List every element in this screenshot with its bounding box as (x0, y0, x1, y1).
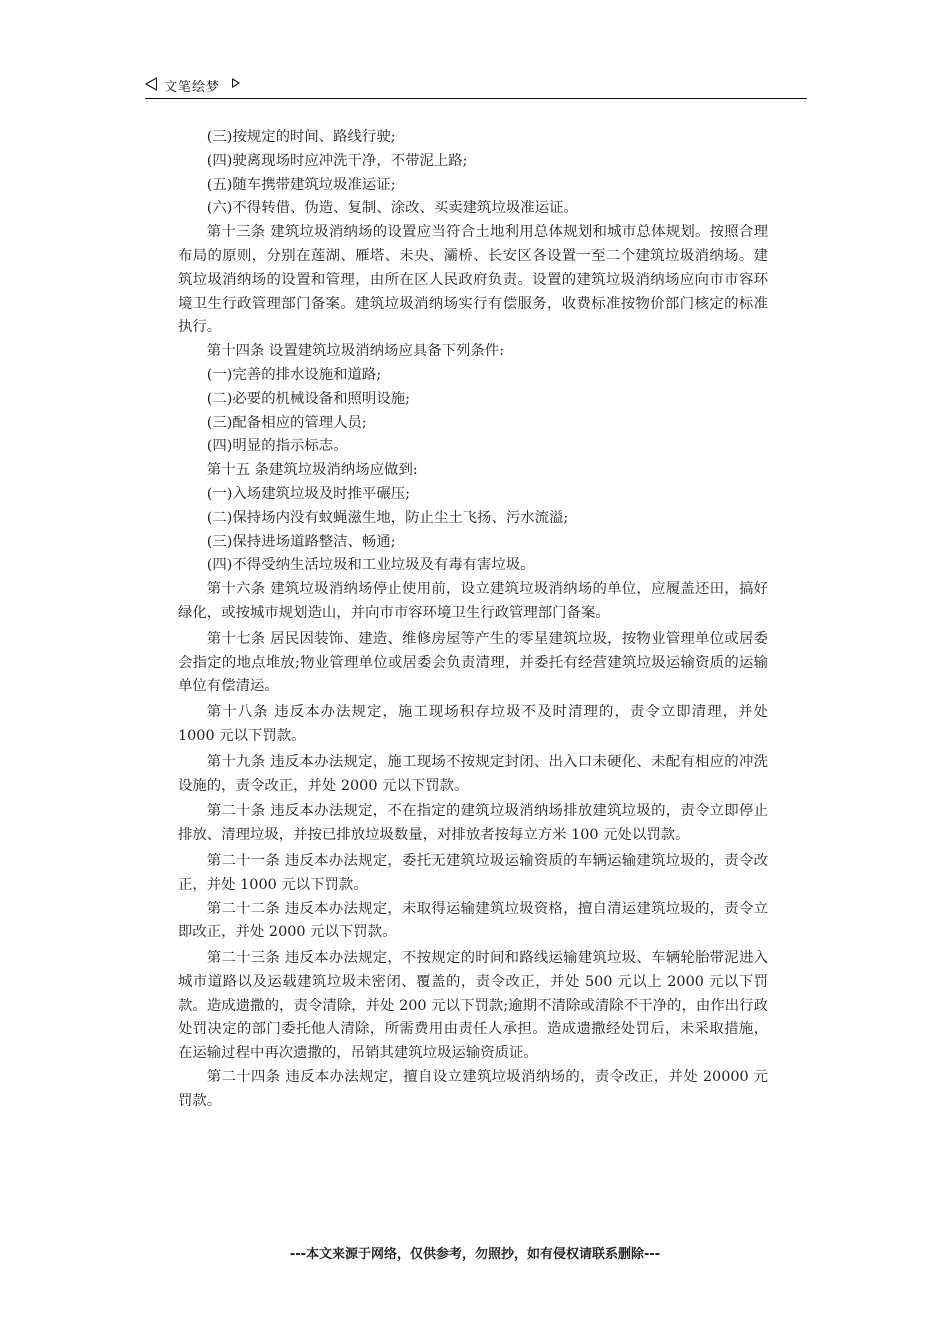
paragraph: (三)保持进场道路整洁、畅通; (206, 533, 396, 550)
paragraph: (一)入场建筑垃圾及时推平碾压; (206, 485, 410, 502)
paragraph: 第十七条 居民因装饰、建造、维修房屋等产生的零星建筑垃圾，按物业管理单位或居委会指定的地点堆放;物业管理单位或居委会负责清理，并委托有经营建筑垃圾运输资质的运输单位有偿清运。 (178, 630, 768, 695)
triangle-right-icon (232, 78, 240, 88)
paragraph: (二)保持场内没有蚊蝇滋生地，防止尘土飞扬、污水流溢; (206, 509, 569, 526)
paragraph: 第二十四条 违反本办法规定，擅自设立建筑垃圾消纳场的，责令改正，并处 20000 元罚款。 (178, 1069, 768, 1109)
paragraph: (四)不得受纳生活垃圾和工业垃圾及有毒有害垃圾。 (206, 557, 535, 574)
paragraph: (三)按规定的时间、路线行驶; (206, 129, 396, 145)
paragraph: (四)明显的指示标志。 (206, 438, 348, 455)
paragraph: 第二十一条 违反本办法规定，委托无建筑垃圾运输资质的车辆运输建筑垃圾的，责令改正，并处 1000 元以下罚款。 (178, 852, 768, 893)
paragraph: 第十五 条建筑垃圾消纳场应做到: (206, 462, 418, 479)
paragraph: 第二十条 违反本办法规定，不在指定的建筑垃圾消纳场排放建筑垃圾的，责令立即停止排放、清理垃圾，并按已排放垃圾数量，对排放者按每立方米 100 元处以罚款。 (178, 803, 768, 844)
paragraph: 第十九条 违反本办法规定，施工现场不按规定封闭、出入口未硬化、未配有相应的冲洗设施的，责令改正，并处 2000 元以下罚款。 (178, 753, 768, 794)
paragraph: (一)完善的排水设施和道路; (206, 366, 382, 383)
paragraph: 第十六条 建筑垃圾消纳场停止使用前，设立建筑垃圾消纳场的单位，应履盖还田，搞好绿化，或按城市规划造山，并向市市容环境卫生行政管理部门备案。 (178, 581, 768, 621)
header-brand: 文笔绘梦 (164, 80, 221, 95)
page-header (145, 74, 807, 99)
paragraph: 第十八条 违反本办法规定，施工现场积存垃圾不及时清理的，责令立即清理，并处 1000 元以下罚款。 (178, 704, 768, 744)
paragraph: 第二十三条 违反本办法规定，不按规定的时间和路线运输建筑垃圾、车辆轮胎带泥进入城市道路以及运载建筑垃圾未密闭、覆盖的，责令改正，并处 500 元以上 2000 元以下罚款。造成遗撒的，责令清除，并处 200 元以下罚款;逾期不清除或清除不干净的，由作出行政处罚决定的部门委托他人清除，所需费用由责任人承担。造成遗撒经处罚后，未采取措施，在运输过程中再次遗撒的，吊销其建筑垃圾运输资质证。 (178, 950, 768, 1062)
footer-notice: ---本文来源于网络，仅供参考，勿照抄，如有侵权请联系删除--- (289, 1247, 661, 1262)
paragraph: 第十三条 建筑垃圾消纳场的设置应当符合土地利用总体规划和城市总体规划。按照合理布局的原则，分别在莲湖、雁塔、未央、灞桥、长安区各设置一至二个建筑垃圾消纳场。建筑垃圾消纳场的设置和管理，由所在区人民政府负责。设置的建筑垃圾消纳场应向市市容环境卫生行政管理部门备案。建筑垃圾消纳场实行有偿服务，收费标准按物价部门核定的标准执行。 (178, 224, 768, 336)
paragraph: (五)随车携带建筑垃圾准运证; (206, 176, 396, 193)
paragraph: (二)必要的机械设备和照明设施; (206, 390, 410, 407)
triangle-left-icon (145, 77, 157, 91)
paragraph: (四)驶离现场时应冲洗干净，不带泥上路; (206, 152, 468, 169)
paragraph: 第二十二条 违反本办法规定，未取得运输建筑垃圾资格，擅自清运建筑垃圾的，责令立即改正，并处 2000 元以下罚款。 (178, 900, 768, 941)
paragraph: (三)配备相应的管理人员; (206, 414, 367, 431)
paragraph: (六)不得转借、伪造、复制、涂改、买卖建筑垃圾准运证。 (206, 200, 578, 217)
paragraph: 第十四条 设置建筑垃圾消纳场应具备下列条件: (206, 343, 505, 360)
document-body (178, 126, 768, 1114)
